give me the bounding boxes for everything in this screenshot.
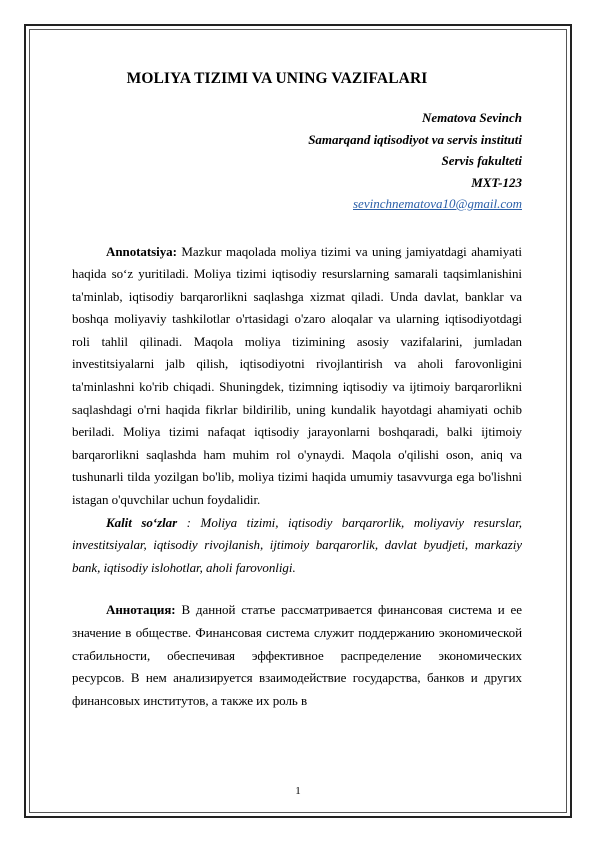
annotation-uz-label: Annotatsiya: xyxy=(106,243,177,259)
annotation-uz-text: Mazkur maqolada moliya tizimi va uning jamiyatdagi ahamiyati haqida so‘z yuritiladi. Moliya tizimi iqtisodiy resurslarning samarali taqsimlanishini ta'minlab, iqtisodiy barqarorlikni saqlashga xizmat qiladi. Unda davlat, banklar va boshqa moliyaviy tashkilotlar o'rtasidagi o'zaro aloqalar va ularning iqtisodiyotdagi roli tahlil qilinadi. Maqola moliya tizimining asosiy vazifalarini, jumladan investitsiyalarni jalb qilish, iqtisodiyotni rivojlantirish va aholi farovonligini ta'minlashni ko'rib chiqadi. Shuningdek, tizimning iqtisodiy va ijtimoiy barqarorlikni saqlashdagi o'rni haqida fikrlar bildirilib, uning kundalik hayotdagi ahamiyati ochib beriladi. Moliya tizimi nafaqat iqtisodiy jarayonlarni boshqaradi, balki ijtimoiy barqarorlikni saqlashda ham muhim rol o'ynaydi. Maqola o'qilishi oson, aniq va tushunarli tilda yozilgan bo'lib, moliya tizimi haqida umumiy tasavvurga ega bo'lishni istagan o'quvchilar uchun foydalidir. xyxy=(72,243,522,508)
author-info xyxy=(72,107,522,215)
author-group: MXT-123 xyxy=(471,174,522,190)
page-number: 1 xyxy=(295,785,301,797)
annotation-ru xyxy=(72,599,522,712)
annotation-ru-label: Аннотация: xyxy=(106,602,176,618)
keywords-uz-label: Kalit so‘zlar xyxy=(106,514,178,530)
author-institution: Samarqand iqtisodiyot va servis instituti xyxy=(308,131,522,147)
keywords-uz xyxy=(72,512,522,580)
article-body xyxy=(72,70,522,712)
annotation-uz xyxy=(72,241,522,512)
annotation-ru-text: В данной статье рассматривается финансовая система и ее значение в обществе. Финансовая система служит поддержанию экономической стабильности, обеспечивая эффективное распределение экономических ресурсов. В нем анализируется взаимодействие государства, банков и других финансовых институтов, а также их роль в xyxy=(72,602,522,708)
article-title: MOLIYA TIZIMI VA UNING VAZIFALARI xyxy=(126,70,428,87)
author-email-link[interactable]: sevinchnematova10@gmail.com xyxy=(353,196,522,211)
keywords-uz-text: : Moliya tizimi, iqtisodiy barqarorlik, moliyaviy resurslar, investitsiyalar, iqtisodiy rivojlanish, ijtimoiy barqarorlik, davlat byudjeti, markaziy bank, iqtisodiy islohotlar, aholi farovonligi. xyxy=(72,514,522,575)
author-faculty: Servis fakulteti xyxy=(441,153,522,168)
author-name: Nematova Sevinch xyxy=(421,110,522,125)
